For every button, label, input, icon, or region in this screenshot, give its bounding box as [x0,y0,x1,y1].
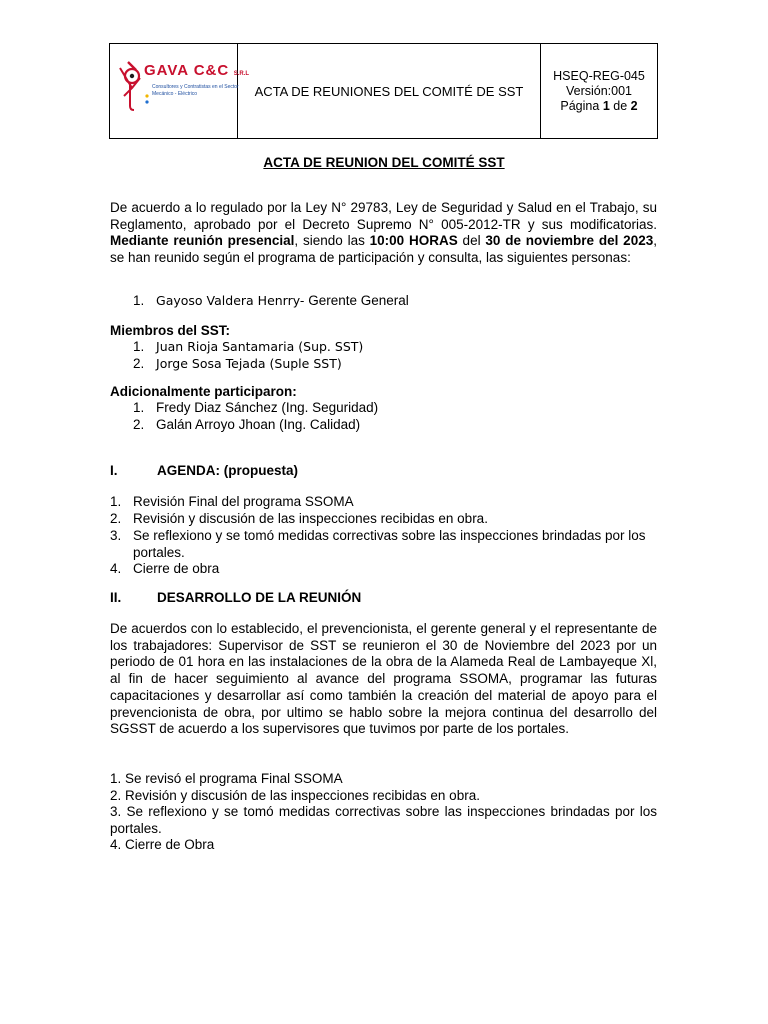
additional-item: 1. Fredy Diaz Sánchez (Ing. Seguridad) [133,400,379,415]
document-title: ACTA DE REUNION DEL COMITÉ SST [263,155,505,170]
document-version: Versión:001 [565,83,633,98]
development-item: 1. Se revisó el programa Final SSOMA [110,771,343,786]
additional-heading: Adicionalmente participaron: [110,384,297,399]
additional-item: 2. Galán Arroyo Jhoan (Ing. Calidad) [133,417,361,432]
member-item: 2. Jorge Sosa Tejada (Suple SST) [133,356,342,371]
development-item: 2. Revisión y discusión de las inspecciones recibidas en obra. [110,788,480,803]
development-item: 4. Cierre de Obra [110,837,215,852]
member-item: 1. Juan Rioja Santamaria (Sup. SST) [133,339,364,354]
document-header [109,43,658,139]
members-heading: Miembros del SST: [110,323,231,338]
intro-paragraph: De acuerdo a lo regulado por la Ley N° 29783, Ley de Seguridad y Salud en el Trabajo, su Reglamento, aprobado por el Decreto Supremo N° 005-2012-TR y sus modificatorias. Mediante reunión presencial, siendo las 10:00 HORAS del 30 de noviembre del 2023, se han reunido según el programa de participación y consulta, las siguientes personas: [110,200,657,266]
agenda-item: 1. Revisión Final del programa SSOMA [110,494,354,509]
document-type-title: ACTA DE REUNIONES DEL COMITÉ DE SST [238,44,541,138]
logo-brand-suffix: S.R.L [233,71,250,77]
company-logo [110,44,250,138]
agenda-item: 3. Se reflexiono y se tomó medidas correctivas sobre las inspecciones brindadas por los portales. [110,528,646,560]
document-code-block [541,44,657,138]
page-indicator: Página 1 de 2 [560,98,638,113]
development-item: 3. Se reflexiono y se tomó medidas correctivas sobre las inspecciones brindadas por los portales. [110,804,657,836]
agenda-item: 2. Revisión y discusión de las inspecciones recibidas en obra. [110,511,488,526]
development-paragraph: De acuerdos con lo establecido, el prevencionista, el gerente general y el representante de los trabajadores: Supervisor de SST se reunieron el 30 de Noviembre del 2023 por un periodo de 01 hora en las instalaciones de la obra de la Alameda Real de Lambayeque Xl, al fin de hacer seguimiento al avance del programa SSOMA, programar las futuras capacitaciones y desarrollar así como también la creación del material de apoyo para el prevencionista de obra, por ultimo se hablo sobre la mejora continua del desarrollo del SGSST de acuerdo a los supervisores que tuvimos por parte de los portales. [110,621,657,737]
attendee-item: 1. Gayoso Valdera Henrry- Gerente General [133,293,409,308]
development-heading: II. DESARROLLO DE LA REUNIÓN [110,590,362,605]
agenda-item: 4. Cierre de obra [110,561,220,576]
agenda-heading: I. AGENDA: (propuesta) [110,463,298,478]
logo-brand-text: GAVA C&C [144,62,230,79]
document-code: HSEQ-REG-045 [553,68,645,83]
logo-tagline: Consultores y Contratistas en el Sector Mecánico - Eléctrico [152,84,239,97]
